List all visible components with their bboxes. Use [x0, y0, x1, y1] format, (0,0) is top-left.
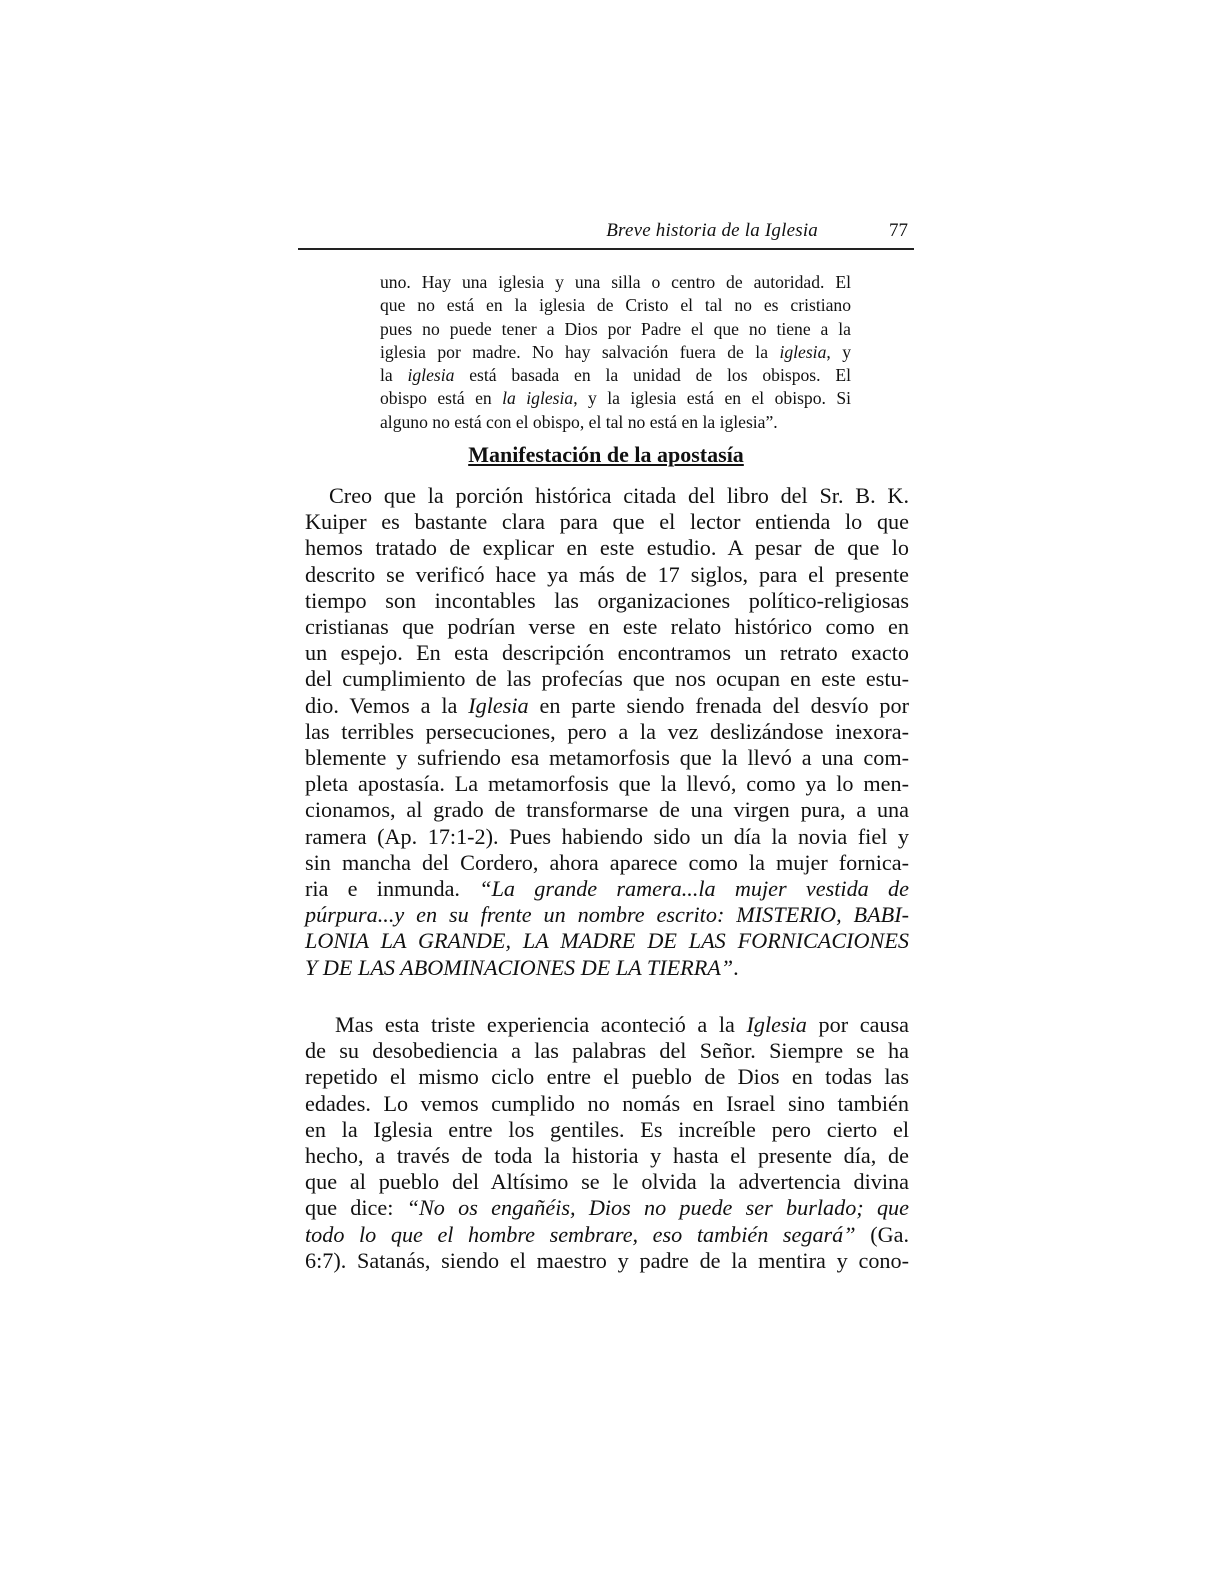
running-title: Breve historia de la Iglesia	[606, 220, 818, 241]
body-paragraph-2	[305, 1012, 909, 1274]
paragraph-line: ria e inmunda. “La grande ramera...la mujer vestida de	[305, 876, 909, 902]
paragraph-line: edades. Lo vemos cumplido no nomás en Israel sino también	[305, 1090, 909, 1116]
body-paragraph-1	[305, 483, 909, 981]
paragraph-line: todo lo que el hombre sembrare, eso también segará” (Ga.	[305, 1221, 910, 1247]
paragraph-line: hecho, a través de toda la historia y hasta el presente día, de	[305, 1143, 909, 1169]
paragraph-line: Y DE LAS ABOMINACIONES DE LA TIERRA”.	[305, 954, 739, 980]
paragraph-line: Kuiper es bastante clara para que el lector entienda lo que	[305, 509, 909, 535]
quote-line: alguno no está con el obispo, el tal no está en la iglesia”.	[380, 411, 778, 432]
block-quote	[380, 271, 851, 434]
quote-line: la iglesia está basada en la unidad de los obispos. El	[380, 365, 851, 386]
paragraph-line: en la Iglesia entre los gentiles. Es increíble pero cierto el	[305, 1116, 909, 1142]
paragraph-line: tiempo son incontables las organizaciones político-religiosas	[305, 587, 909, 613]
quote-line: uno. Hay una iglesia y una silla o centro de autoridad. El	[380, 272, 851, 292]
paragraph-line: 6:7). Satanás, siendo el maestro y padre de la mentira y cono-	[305, 1247, 909, 1273]
paragraph-line: un espejo. En esta descripción encontramos un retrato exacto	[305, 640, 909, 666]
section-heading: Manifestación de la apostasía	[468, 442, 744, 467]
paragraph-line: que al pueblo del Altísimo se le olvida la advertencia divina	[305, 1169, 909, 1195]
quote-line: que no está en la iglesia de Cristo el tal no es cristiano	[380, 295, 851, 316]
paragraph-line: LONIA LA GRANDE, LA MADRE DE LAS FORNICACIONES	[305, 928, 909, 954]
paragraph-line: las terribles persecuciones, pero a la vez deslizándose inexora-	[305, 718, 909, 744]
paragraph-line: blemente y sufriendo esa metamorfosis que la llevó a una com-	[305, 745, 909, 771]
paragraph-line: Creo que la porción histórica citada del libro del Sr. B. K.	[329, 483, 909, 508]
quote-line: obispo está en la iglesia, y la iglesia está en el obispo. Si	[380, 388, 852, 409]
paragraph-line: repetido el mismo ciclo entre el pueblo de Dios en todas las	[305, 1064, 909, 1090]
paragraph-line: cionamos, al grado de transformarse de una virgen pura, a una	[305, 797, 909, 823]
paragraph-line: ramera (Ap. 17:1-2). Pues habiendo sido un día la novia fiel y	[305, 823, 909, 849]
paragraph-line: cristianas que podrían verse en este relato histórico como en	[305, 614, 909, 640]
page-number: 77	[889, 220, 908, 241]
paragraph-line: descrito se verificó hace ya más de 17 siglos, para el presente	[305, 561, 909, 587]
quote-line: iglesia por madre. No hay salvación fuera de la iglesia, y	[380, 341, 852, 362]
quote-line: pues no puede tener a Dios por Padre el que no tiene a la	[380, 318, 851, 339]
paragraph-line: hemos tratado de explicar en este estudio. A pesar de que lo	[305, 535, 909, 561]
paragraph-line: que dice: “No os engañéis, Dios no puede ser burlado; que	[305, 1195, 909, 1221]
paragraph-line: de su desobediencia a las palabras del Señor. Siempre se ha	[305, 1038, 909, 1064]
paragraph-line: pleta apostasía. La metamorfosis que la llevó, como ya lo men-	[305, 771, 909, 797]
paragraph-line: del cumplimiento de las profecías que nos ocupan en este estu-	[305, 666, 909, 692]
paragraph-line: Mas esta triste experiencia aconteció a la Iglesia por causa	[335, 1012, 909, 1037]
paragraph-line: dio. Vemos a la Iglesia en parte siendo frenada del desvío por	[305, 692, 909, 718]
paragraph-line: púrpura...y en su frente un nombre escrito: MISTERIO, BABI-	[305, 902, 909, 928]
paragraph-line: sin mancha del Cordero, ahora aparece como la mujer fornica-	[305, 849, 909, 875]
running-header	[298, 218, 914, 250]
